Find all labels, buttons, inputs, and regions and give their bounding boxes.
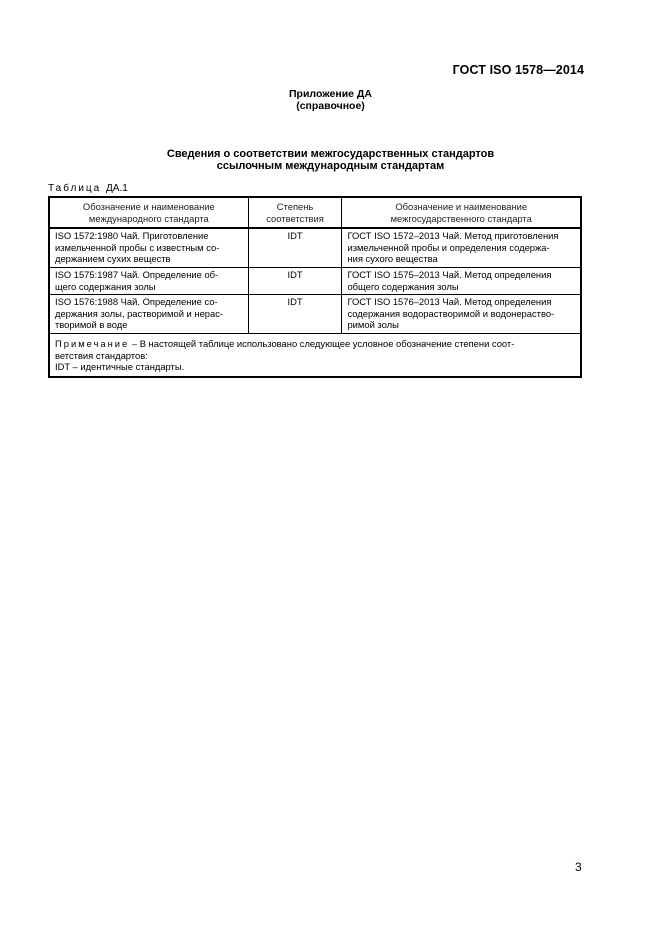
- cell-line: ГОСТ ISO 1575–2013 Чай. Метод определения: [347, 268, 552, 280]
- table-row: [49, 295, 581, 334]
- cell-gost-standard: [342, 267, 581, 294]
- cell-line: ISO 1572:1980 Чай. Приготовление: [55, 230, 209, 242]
- note-line: IDT – идентичные стандарты.: [55, 361, 185, 373]
- note-text: – В настоящей таблице использовано следующее условное обозначение степени соот-: [129, 337, 515, 349]
- section-title-line: Сведения о соответствии межгосударственных стандартов: [166, 148, 495, 160]
- cell-intl-standard: [49, 295, 248, 334]
- cell-intl-standard: [49, 267, 248, 294]
- document-code: ГОСТ ISO 1578—2014: [452, 63, 584, 77]
- table-row: [49, 228, 581, 267]
- section-title: [0, 148, 661, 172]
- header-intl-standard: [49, 197, 248, 228]
- header-line: Обозначение и наименование: [82, 201, 215, 212]
- cell-line: ГОСТ ISO 1572–2013 Чай. Метод приготовления: [347, 230, 559, 242]
- table-row: [49, 267, 581, 294]
- annex-heading: [0, 88, 661, 112]
- cell-line: ГОСТ ISO 1576–2013 Чай. Метод определения: [347, 296, 552, 308]
- header-line: соответствия: [266, 212, 324, 224]
- cell-line: держанием сухих веществ: [55, 253, 171, 265]
- header-line: межгосударственного стандарта: [390, 212, 532, 224]
- table-label-word: Таблица: [48, 183, 102, 194]
- cell-line: щего содержания золы: [55, 280, 156, 292]
- header-line: Степень: [276, 201, 314, 212]
- table-label: [48, 183, 128, 194]
- cell-line: ISO 1576:1988 Чай. Определение со-: [55, 296, 218, 308]
- standards-table: [48, 196, 582, 378]
- cell-line: ISO 1575:1987 Чай. Определение об-: [55, 268, 219, 280]
- page-number: 3: [575, 860, 582, 874]
- annex-title: Приложение ДА: [289, 88, 372, 100]
- cell-degree: IDT: [248, 295, 342, 334]
- header-line: международного стандарта: [88, 212, 209, 224]
- note-word: Примечание: [55, 337, 130, 349]
- cell-line: держания золы, растворимой и нерас-: [55, 307, 224, 319]
- annex-subtitle: (справочное): [296, 100, 365, 112]
- header-degree: [248, 197, 342, 228]
- cell-line: содержания водорастворимой и водонераство-: [347, 307, 555, 319]
- cell-intl-standard: [49, 228, 248, 267]
- table-label-number: ДА.1: [106, 183, 128, 194]
- cell-degree: IDT: [248, 267, 342, 294]
- cell-line: измельченной пробы и определения содержа-: [347, 241, 550, 253]
- section-title-line: ссылочным международным стандартам: [216, 160, 445, 172]
- cell-line: творимой в воде: [55, 319, 128, 331]
- cell-line: общего содержания золы: [347, 280, 459, 292]
- header-gost-standard: [342, 197, 581, 228]
- cell-line: измельченной пробы с известным со-: [55, 241, 220, 253]
- table-note: [49, 333, 581, 376]
- note-line: [55, 338, 575, 350]
- header-line: Обозначение и наименование: [395, 201, 528, 212]
- cell-line: римой золы: [347, 319, 399, 331]
- table-note-row: [49, 333, 581, 376]
- cell-gost-standard: [342, 295, 581, 334]
- note-line: ветствия стандартов:: [55, 349, 148, 361]
- cell-degree: IDT: [248, 228, 342, 267]
- cell-gost-standard: [342, 228, 581, 267]
- table-header-row: [49, 197, 581, 228]
- cell-line: ния сухого вещества: [347, 253, 438, 265]
